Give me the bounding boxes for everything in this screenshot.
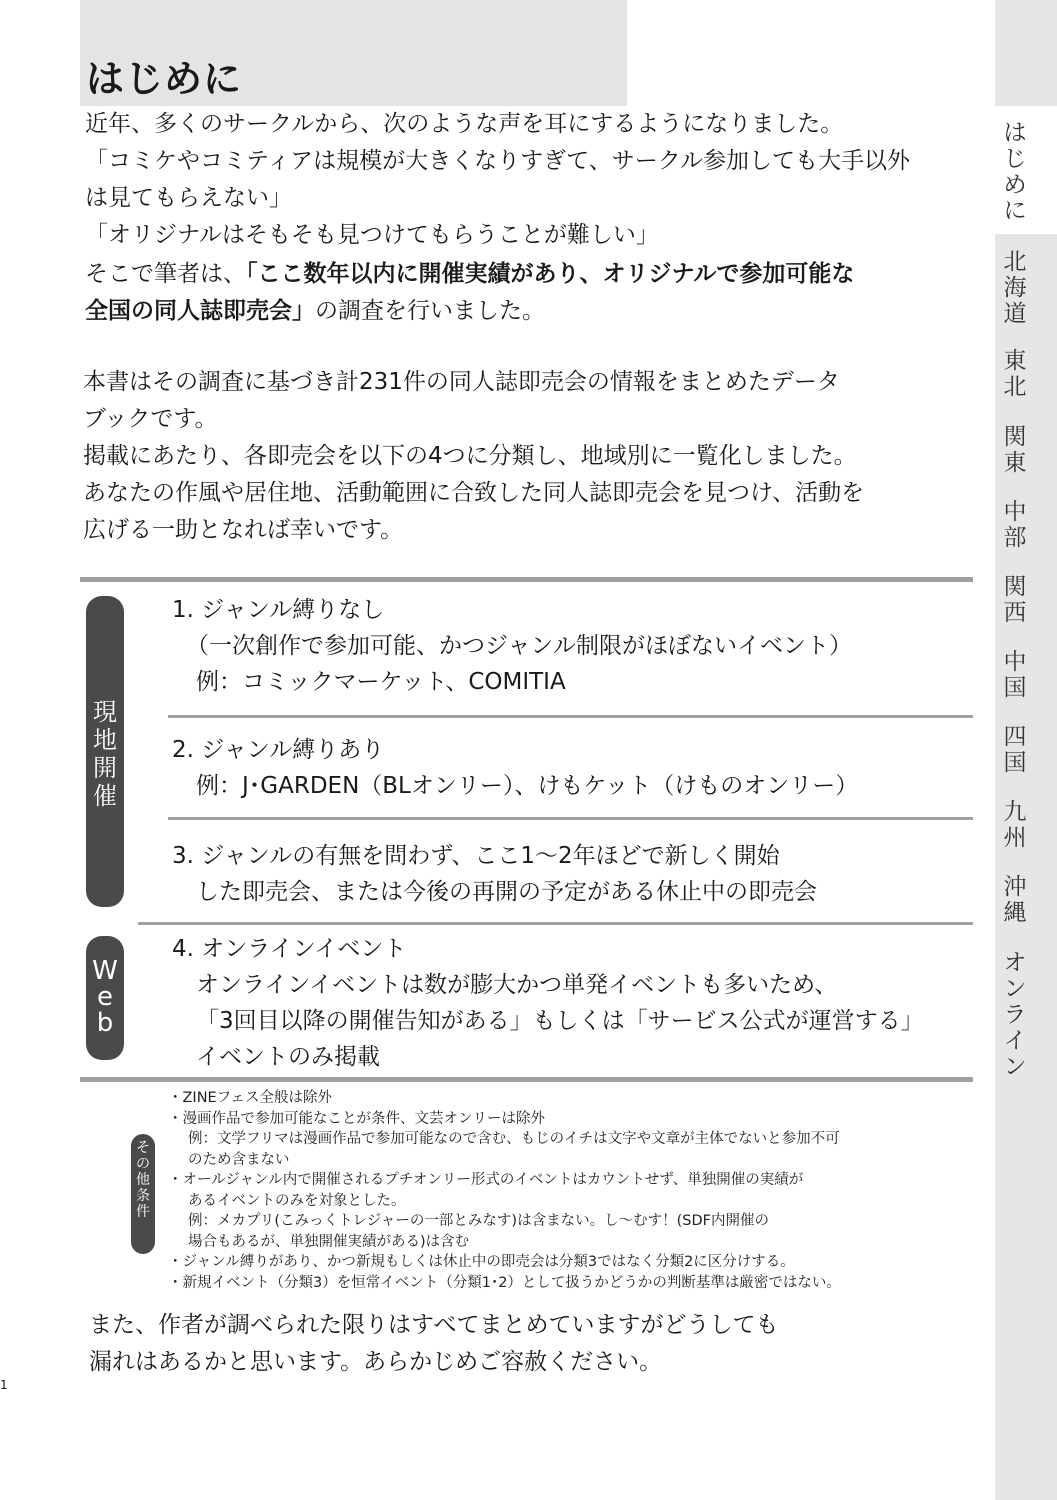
intro-line: そこで筆者は、「ここ数年以内に開催実績があり、オリジナルで参加可能な [85,261,855,287]
note-item: ・新規イベント（分類3）を恒常イベント（分類1･2）として扱うかどうかの判断基準は厳密ではない。 [168,1274,841,1291]
intro-highlight: 全国の同人誌即売会」 [85,298,315,324]
note-item: ・漫画作品で参加可能なことが条件、文芸オンリーは除外 [168,1110,545,1127]
category-4 [172,931,924,1075]
intro-line: 全国の同人誌即売会」の調査を行いました。 [85,298,545,324]
category-1-example: 例：コミックマーケット、COMITIA [196,669,566,695]
category-1-desc: （一次創作で参加可能、かつジャンル制限がほぼないイベント） [186,633,852,659]
category-1-title: 1. ジャンル縛りなし [172,597,385,623]
category-3-title: 3. ジャンルの有無を問わず、ここ1〜2年ほどで新しく開始 [172,843,780,869]
category-2-title: 2. ジャンル縛りあり [172,737,385,763]
body-line: あなたの作風や居住地、活動範囲に合致した同人誌即売会を見つけ、活動を [83,480,865,506]
note-item: 場合もあるが、単独開催実績がある)は含む [188,1233,470,1250]
index-tab-hokkaido[interactable]: 北 海 道 [1003,249,1027,327]
intro-line: 「オリジナルはそもそも見つけてもらうことが難しい」 [85,222,659,248]
index-tab-okinawa[interactable]: 沖 縄 [1003,874,1027,926]
index-tab-kanto[interactable]: 関 東 [1003,424,1027,476]
category-4-desc: イベントのみ掲載 [196,1044,380,1070]
category-divider [168,817,973,820]
note-item: ・ZINEフェス全般は除外 [168,1090,332,1106]
category-4-desc: オンラインイベントは数が膨大かつ単発イベントも多いため、 [196,972,838,998]
body-line: 広げる一助となれば幸いです。 [83,517,404,543]
note-item: ・ジャンル縛りがあり、かつ新規もしくは休止中の即売会は分類3ではなく分類2に区分けする。 [168,1254,795,1270]
category-divider [138,922,973,925]
notes-list [168,1088,841,1293]
index-tab-chugoku[interactable]: 中 国 [1003,649,1027,701]
note-item: あるイベントのみを対象とした。 [188,1192,406,1209]
body-line: ブックです。 [83,406,218,432]
index-tab-shikoku[interactable]: 四 国 [1003,724,1027,776]
category-divider [168,715,973,718]
index-tab-tohoku[interactable]: 東 北 [1003,348,1027,400]
category-3-desc: した即売会、または今後の再開の予定がある休止中の即売会 [196,879,817,905]
closing-line: また、作者が調べられた限りはすべてまとめていますがどうしても [89,1312,779,1338]
intro-highlight: 「ここ数年以内に開催実績があり、オリジナルで参加可能な [246,261,855,287]
body-line: 本書はその調査に基づき計231件の同人誌即売会の情報をまとめたデータ [83,369,840,395]
section-rule-bottom [80,1077,973,1082]
onsite-label: 現 地 開 催 [86,596,124,907]
web-label: W e b [86,936,124,1060]
note-item: 例：メカプリ(こみっくトレジャーの一部とみなす)は含まない。し〜むす！(SDF内開催の [188,1213,769,1229]
body-line: 掲載にあたり、各即売会を以下の4つに分類し、地域別に一覧化しました。 [83,443,857,469]
index-tab-hajimeni[interactable]: は じ め に [1003,120,1027,224]
closing-line: 漏れはあるかと思います。あらかじめご容赦ください。 [89,1349,663,1375]
note-item: のため含まない [188,1151,290,1168]
category-2 [172,732,858,804]
page-title: はじめに [86,57,243,101]
index-tab-online[interactable]: オ ン ラ イ ン [1003,950,1027,1080]
category-3 [172,838,817,910]
closing-paragraph [89,1307,779,1381]
intro-line: 近年、多くのサークルから、次のような声を耳にするようになりました。 [85,111,844,137]
intro-line: は見てもらえない」 [85,185,292,211]
index-tab-kansai[interactable]: 関 西 [1003,574,1027,626]
notes-label: そ の 他 条 件 [131,1134,155,1254]
index-tab-kyushu[interactable]: 九 州 [1003,799,1027,851]
body-paragraph [83,364,864,549]
section-rule-top [80,577,973,582]
note-item: ・オールジャンル内で開催されるプチオンリー形式のイベントはカウントせず、単独開催の実績が [168,1172,804,1188]
category-4-desc: 「3回目以降の開催告知がある」もしくは「サービス公式が運営する」 [196,1008,924,1034]
category-1 [172,592,852,700]
intro-line: 「コミケやコミティアは規模が大きくなりすぎて、サークル参加しても大手以外 [85,148,911,174]
category-4-title: 4. オンラインイベント [172,936,407,962]
index-tab-chubu[interactable]: 中 部 [1003,499,1027,551]
note-item: 例：文学フリマは漫画作品で参加可能なので含む、もじのイチは文字や文章が主体でないと参加不可 [188,1131,840,1147]
page-number: 1 [0,1378,8,1392]
category-2-example: 例：J･GARDEN（BLオンリー）、けもケット（けものオンリー） [196,773,859,799]
intro-paragraph [85,106,910,330]
